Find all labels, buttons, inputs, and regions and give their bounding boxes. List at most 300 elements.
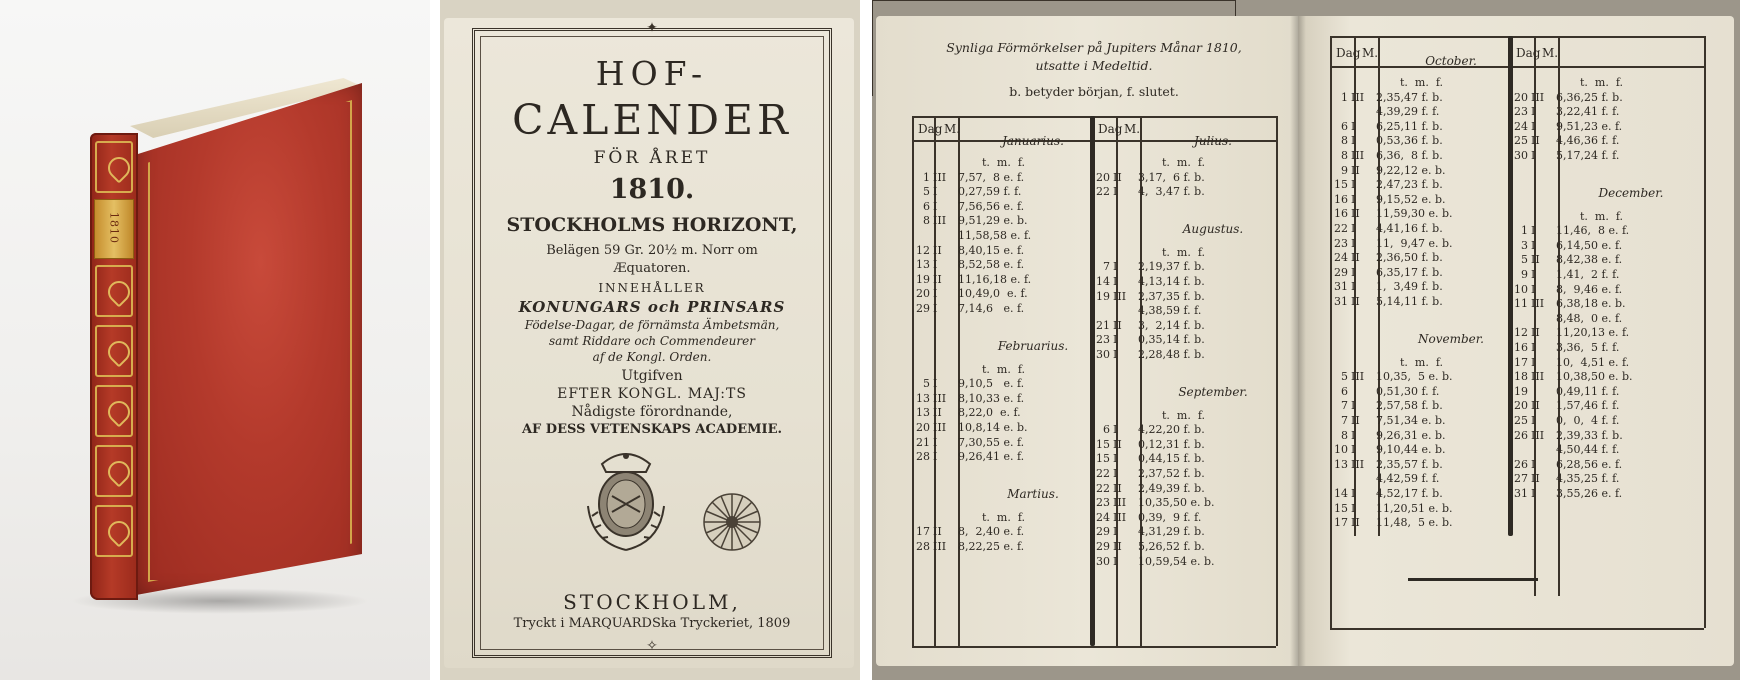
time-value: 10,35,50 e. b. (1138, 496, 1215, 510)
day-value: 22 (1334, 222, 1348, 235)
day-value: 17 (1334, 516, 1348, 530)
day-value: 6 (923, 199, 930, 213)
eclipse-row (910, 421, 1028, 434)
day-value: 22 (1096, 481, 1110, 495)
moon-value: II (1531, 134, 1540, 148)
time-value: 0,44,15 f. b. (1138, 452, 1205, 466)
time-value: 8,22,0 e. f. (958, 406, 1021, 420)
time-value: 3,22,41 f. f. (1556, 105, 1620, 119)
day-value: 16 (1334, 192, 1348, 206)
moon-value: II (1351, 414, 1360, 427)
title-fodelse-3: af de Kongl. Orden. (592, 350, 712, 364)
eclipse-row (1090, 540, 1205, 553)
month-heading: Augustus. (1182, 221, 1244, 236)
day-value: 30 (1514, 149, 1528, 162)
moon-value: I (1113, 554, 1118, 568)
moon-value: I (1351, 222, 1356, 235)
eclipse-row (1508, 253, 1622, 266)
moon-value: III (1351, 90, 1365, 104)
moon-value: I (1351, 280, 1356, 294)
time-value: 10,8,14 e. b. (958, 421, 1028, 434)
moon-value: II (1351, 163, 1360, 177)
day-value: 7 (1341, 399, 1348, 413)
day-value: 8 (1341, 134, 1348, 148)
eclipse-row (1328, 458, 1443, 471)
moon-value: II (1531, 472, 1540, 486)
eclipse-row (1328, 280, 1443, 293)
moon-value: I (933, 185, 938, 199)
day-value: 15 (1096, 452, 1110, 466)
day-value: 5 (923, 377, 930, 391)
title-calender: CALENDER (512, 96, 792, 144)
column-m-header: M. (1542, 46, 1559, 60)
eclipse-row (910, 244, 1024, 257)
eclipse-row (910, 450, 1024, 463)
eclipse-row (910, 525, 1024, 538)
moon-value: I (1113, 452, 1118, 466)
moon-value: II (1351, 207, 1360, 221)
moon-value: I (1531, 119, 1536, 133)
time-value: 9,10,44 e. b. (1376, 443, 1446, 457)
eclipse-row (1090, 496, 1215, 509)
spine-ornament-icon (103, 276, 134, 307)
day-value: 13 (916, 258, 930, 272)
time-value: 1, 3,49 f. b. (1376, 280, 1443, 294)
title-page-panel (440, 0, 860, 680)
eclipse-row (1328, 295, 1443, 308)
day-value: 13 (916, 406, 930, 420)
time-value: 6,35,17 f. b. (1376, 265, 1443, 279)
time-value: 9,15,52 e. b. (1376, 192, 1446, 206)
moon-value: I (1113, 260, 1118, 274)
moon-value: I (1113, 423, 1118, 437)
eclipse-row (1508, 414, 1619, 427)
column-m-header: M. (1362, 46, 1379, 60)
closed-book (90, 78, 362, 600)
calendar-spread-panel (872, 0, 1740, 680)
spine-ornament-icon (103, 336, 134, 367)
moon-value: III (933, 391, 947, 405)
time-value: 8,42,38 e. f. (1556, 253, 1623, 267)
moon-value: I (1113, 348, 1118, 361)
eclipse-row (1328, 222, 1443, 235)
time-value: 0,49,11 f. f. (1556, 384, 1620, 398)
time-value: 9,26,31 e. b. (1376, 428, 1446, 442)
eclipse-row (910, 540, 1024, 553)
moon-value: I (1531, 414, 1536, 427)
eclipse-row (1508, 134, 1619, 147)
day-value: 17 (916, 525, 930, 539)
eclipse-row (910, 377, 1024, 390)
moon-value: II (1351, 295, 1360, 308)
time-value: 2,39,33 f. b. (1556, 428, 1623, 442)
moon-value: I (1113, 275, 1118, 288)
month-heading: November. (1418, 331, 1484, 346)
day-value: 29 (1096, 525, 1110, 539)
day-value: 13 (1334, 457, 1348, 471)
calendar-header-legend: b. betyder början, f. slutet. (1009, 84, 1179, 99)
day-value: 26 (1514, 428, 1528, 442)
day-value: 18 (1514, 370, 1528, 384)
spine-panel (95, 265, 133, 317)
time-units-header: t. m. f. (1162, 156, 1206, 169)
eclipse-row (1508, 283, 1622, 296)
moon-value: II (1113, 318, 1122, 332)
eclipse-row (1508, 326, 1629, 339)
eclipse-row (1328, 207, 1453, 220)
moon-value: II (1531, 253, 1540, 267)
eclipse-row (1508, 312, 1622, 325)
time-value: 5,26,52 f. b. (1138, 540, 1205, 553)
moon-value: I (1351, 236, 1356, 250)
moon-value: II (933, 406, 942, 420)
time-units-header: t. m. f. (1580, 209, 1624, 223)
eclipse-row (1090, 304, 1201, 317)
day-value: 24 (1514, 119, 1528, 133)
time-value: 8,40,15 e. f. (958, 243, 1025, 257)
day-value: 11 (1514, 297, 1528, 311)
day-value: 19 (1514, 384, 1528, 398)
moon-value: I (1531, 355, 1536, 369)
day-value: 5 (923, 185, 930, 199)
calendar-header-title: Synliga Förmörkelser på Jupiters Månar 1810, (946, 40, 1242, 55)
day-value: 31 (1334, 280, 1348, 294)
day-value: 21 (1096, 318, 1110, 332)
spine-year: 1810 (107, 212, 121, 244)
day-value: 22 (1096, 185, 1110, 199)
time-value: 11,46, 8 e. f. (1556, 224, 1630, 238)
eclipse-row (1328, 429, 1446, 442)
day-value: 14 (1096, 275, 1110, 288)
time-value: 8,48, 0 e. f. (1556, 311, 1623, 325)
time-value: 8, 9,46 e. f. (1556, 282, 1623, 296)
moon-value: II (1113, 170, 1122, 184)
eclipse-row (1508, 458, 1622, 471)
day-value: 7 (1341, 414, 1348, 427)
eclipse-row (1508, 370, 1633, 383)
day-value: 26 (1514, 457, 1528, 471)
time-value: 5,14,11 f. b. (1376, 295, 1443, 308)
eclipse-row (1508, 149, 1619, 162)
eclipse-row (1328, 237, 1453, 250)
time-value: 2,28,48 f. b. (1138, 348, 1205, 361)
time-value: 7,30,55 e. f. (958, 435, 1025, 449)
title-latitude-2: Æquatoren. (613, 261, 691, 276)
time-value: 3,55,26 e. f. (1556, 487, 1623, 500)
eclipse-row (1508, 429, 1623, 442)
time-value: 11,16,18 e. f. (958, 272, 1032, 286)
day-value: 12 (916, 243, 930, 257)
eclipse-row (910, 436, 1024, 449)
eclipse-row (910, 185, 1021, 198)
eclipse-row (1090, 260, 1205, 273)
eclipse-row (910, 406, 1021, 419)
time-units-header: t. m. f. (982, 362, 1026, 376)
day-value: 31 (1334, 295, 1348, 308)
day-value: 23 (1096, 333, 1110, 347)
day-value: 6 (1341, 119, 1348, 133)
moon-value: III (1113, 289, 1127, 303)
royal-seal-icon (582, 446, 670, 554)
time-value: 2,35,47 f. b. (1376, 90, 1443, 104)
title-hof: HOF- (595, 54, 709, 93)
eclipse-row (1090, 171, 1205, 184)
title-page (444, 18, 854, 668)
title-year: 1810. (609, 174, 695, 205)
title-efter: EFTER KONGL. MAJ:TS (557, 386, 747, 402)
moon-value: I (1531, 457, 1536, 471)
time-value: 10, 4,51 e. f. (1556, 355, 1630, 369)
time-value: 1,57,46 f. f. (1556, 399, 1620, 413)
time-value: 2,37,35 f. b. (1138, 289, 1205, 303)
time-units-header: t. m. f. (982, 510, 1026, 524)
time-value: 2,35,57 f. b. (1376, 457, 1443, 471)
moon-value: I (1351, 443, 1356, 457)
moon-value: I (933, 302, 938, 315)
title-utgifven: Utgifven (621, 368, 683, 384)
moon-value: I (1351, 399, 1356, 413)
moon-value: I (1531, 105, 1536, 119)
moon-value: III (933, 540, 947, 553)
time-value: 3,36, 5 f. f. (1556, 341, 1620, 354)
moon-value: I (1351, 265, 1356, 279)
book-gutter (1290, 16, 1306, 666)
title-nadigste: Nådigste förordnande, (571, 404, 733, 420)
month-heading: December. (1598, 185, 1664, 200)
moon-value: I (933, 258, 938, 272)
moon-value: I (1351, 428, 1356, 442)
time-value: 8, 2,40 e. f. (958, 525, 1025, 539)
eclipse-row (1508, 385, 1619, 398)
moon-value: III (1113, 496, 1127, 510)
eclipse-row (1328, 487, 1443, 500)
moon-value: I (1351, 487, 1356, 500)
day-value: 24 (1334, 251, 1348, 265)
eclipse-row (910, 258, 1024, 271)
day-value: 15 (1334, 501, 1348, 515)
eclipse-row (910, 229, 1031, 242)
star-ornament-icon: ✧ (646, 638, 658, 654)
time-value: 4,42,59 f. f. (1376, 472, 1440, 486)
time-value: 4,50,44 f. f. (1556, 443, 1620, 457)
time-value: 9,51,23 e. f. (1556, 119, 1623, 133)
day-value: 25 (1514, 134, 1528, 148)
time-value: 4,52,17 f. b. (1376, 487, 1443, 500)
eclipse-row (1328, 443, 1446, 456)
moon-value: I (1531, 149, 1536, 162)
eclipse-row (1508, 487, 1622, 500)
time-value: 4, 3,47 f. b. (1138, 185, 1205, 199)
time-value: 11,48, 5 e. b. (1376, 516, 1453, 530)
moon-value: I (933, 287, 938, 301)
day-value: 5 (1521, 253, 1528, 267)
time-value: 4,38,59 f. f. (1138, 304, 1202, 318)
day-value: 8 (923, 214, 930, 228)
time-value: 9,26,41 e. f. (958, 450, 1025, 464)
time-value: 11,58,58 e. f. (958, 229, 1032, 242)
time-value: 7,56,56 e. f. (958, 199, 1025, 213)
eclipse-row (1328, 149, 1443, 162)
time-value: 11,20,51 e. b. (1376, 501, 1453, 515)
table-bottom (1330, 628, 1704, 630)
eclipse-row (1328, 516, 1453, 529)
day-value: 23 (1334, 236, 1348, 250)
time-value: 6,25,11 f. b. (1376, 119, 1443, 133)
eclipse-row (1328, 178, 1443, 191)
moon-value: III (1351, 149, 1365, 162)
day-value: 29 (1096, 540, 1110, 553)
time-value: 4,31,29 f. b. (1138, 525, 1205, 539)
time-value: 7,51,34 e. b. (1376, 414, 1446, 427)
eclipse-row (910, 302, 1024, 315)
day-value: 20 (1514, 90, 1528, 104)
moon-value: III (933, 421, 947, 434)
moon-value: I (1351, 134, 1356, 148)
moon-value: II (1113, 481, 1122, 495)
time-value: 8,22,25 e. f. (958, 540, 1025, 553)
table-bottom (912, 646, 1276, 648)
time-value: 0, 0, 4 f. f. (1556, 414, 1620, 427)
title-konungars: KONUNGARS och PRINSARS (518, 298, 786, 316)
spine-panel (95, 445, 133, 497)
day-value: 6 (1341, 384, 1348, 398)
moon-value: II (1351, 516, 1360, 530)
day-value: 19 (916, 272, 930, 286)
title-innehaller: INNEHÅLLER (598, 281, 706, 295)
day-value: 12 (1514, 326, 1528, 340)
moon-value: I (933, 450, 938, 464)
column-dag-header: Dag (1516, 46, 1541, 60)
time-units-header: t. m. f. (1580, 76, 1624, 89)
spine-ornament-icon (103, 516, 134, 547)
eclipse-row (1328, 502, 1453, 515)
month-heading: Julius. (1194, 134, 1232, 148)
day-value: 31 (1514, 487, 1528, 500)
day-value: 28 (916, 540, 930, 553)
rosette-ornament-icon (700, 490, 764, 554)
eclipse-row (1090, 511, 1201, 524)
eclipse-row (910, 273, 1031, 286)
moon-value: II (1531, 326, 1540, 340)
day-value: 20 (1096, 170, 1110, 184)
day-value: 13 (916, 391, 930, 405)
time-value: 4,13,14 f. b. (1138, 275, 1205, 288)
day-value: 14 (1334, 487, 1348, 500)
column-dag-header: Dag (918, 122, 943, 136)
time-units-header: t. m. f. (982, 156, 1026, 169)
time-value: 10,38,50 e. b. (1556, 370, 1633, 384)
moon-value: I (933, 435, 938, 449)
time-value: 6,38,18 e. b. (1556, 297, 1626, 311)
time-value: 11, 9,47 e. b. (1376, 236, 1453, 250)
moon-value: III (1113, 510, 1127, 524)
eclipse-row (1090, 185, 1205, 198)
day-value: 20 (1514, 399, 1528, 413)
time-value: 0,39, 9 f. f. (1138, 510, 1202, 524)
time-value: 6,36,25 f. b. (1556, 90, 1623, 104)
moon-value: I (933, 199, 938, 213)
day-value: 6 (1103, 423, 1110, 437)
moon-value: I (1351, 178, 1356, 192)
day-value: 1 (1521, 224, 1528, 238)
day-value: 8 (1341, 428, 1348, 442)
time-units-header: t. m. f. (1162, 245, 1206, 259)
day-value: 30 (1096, 554, 1110, 568)
moon-value: I (1113, 525, 1118, 539)
day-value: 10 (1334, 443, 1348, 457)
day-value: 20 (916, 421, 930, 434)
eclipse-row (1328, 399, 1443, 412)
time-value: 0,27,59 f. f. (958, 185, 1022, 199)
moon-value: I (1351, 119, 1356, 133)
moon-value: III (1531, 428, 1545, 442)
time-value: 2,37,52 f. b. (1138, 467, 1205, 480)
time-value: 11,59,30 e. b. (1376, 207, 1453, 221)
eclipse-row (1508, 472, 1619, 485)
table-end-bar (1408, 578, 1538, 581)
eclipse-row (1328, 414, 1446, 427)
title-fodelse-2: samt Riddare och Commendeurer (549, 334, 755, 348)
moon-value: I (1531, 487, 1536, 500)
table-border-right (1704, 36, 1706, 628)
time-value: 9,51,29 e. b. (958, 214, 1028, 228)
time-value: 0,51,30 f. f. (1376, 384, 1440, 398)
eclipse-row (1508, 239, 1622, 252)
day-value: 25 (1514, 414, 1528, 427)
time-value: 7,57, 8 e. f. (958, 170, 1025, 184)
spine-panel (95, 505, 133, 557)
moon-value: I (1351, 501, 1356, 515)
spine-title-label (94, 199, 134, 259)
day-value: 16 (1514, 341, 1528, 354)
eclipse-row (1328, 251, 1443, 264)
time-value: 2,57,58 f. b. (1376, 399, 1443, 413)
day-value: 8 (1341, 149, 1348, 162)
eclipse-row (1328, 385, 1439, 398)
eclipse-row (1328, 266, 1443, 279)
spine-panel (95, 141, 133, 193)
moon-value: III (933, 214, 947, 228)
eclipse-row (910, 171, 1024, 184)
time-value: 3, 2,14 f. b. (1138, 318, 1205, 332)
time-value: 0,35,14 f. b. (1138, 333, 1205, 347)
day-value: 29 (916, 302, 930, 315)
eclipse-row (1508, 120, 1622, 133)
moon-value: I (1531, 224, 1536, 238)
day-value: 5 (1341, 370, 1348, 384)
day-value: 10 (1514, 282, 1528, 296)
eclipse-row (910, 287, 1028, 300)
time-value: 9,10,5 e. f. (958, 377, 1025, 391)
moon-value: III (1531, 90, 1545, 104)
moon-value: I (933, 377, 938, 391)
day-value: 27 (1514, 472, 1528, 486)
month-heading: Martius. (1007, 486, 1059, 501)
eclipse-row (1508, 356, 1629, 369)
moon-value: I (1113, 467, 1118, 480)
eclipse-row (1090, 290, 1205, 303)
eclipse-row (1090, 525, 1205, 538)
title-horizont: STOCKHOLMS HORIZONT, (506, 214, 798, 236)
column-dag-header: Dag (1336, 46, 1361, 60)
day-value: 1 (1341, 90, 1348, 104)
time-value: 7,14,6 e. f. (958, 302, 1025, 315)
moon-value: II (933, 525, 942, 539)
time-units-header: t. m. f. (1400, 355, 1444, 369)
eclipse-row (1508, 224, 1629, 237)
moon-value: III (1351, 457, 1365, 471)
column-m-header: M. (944, 122, 961, 136)
